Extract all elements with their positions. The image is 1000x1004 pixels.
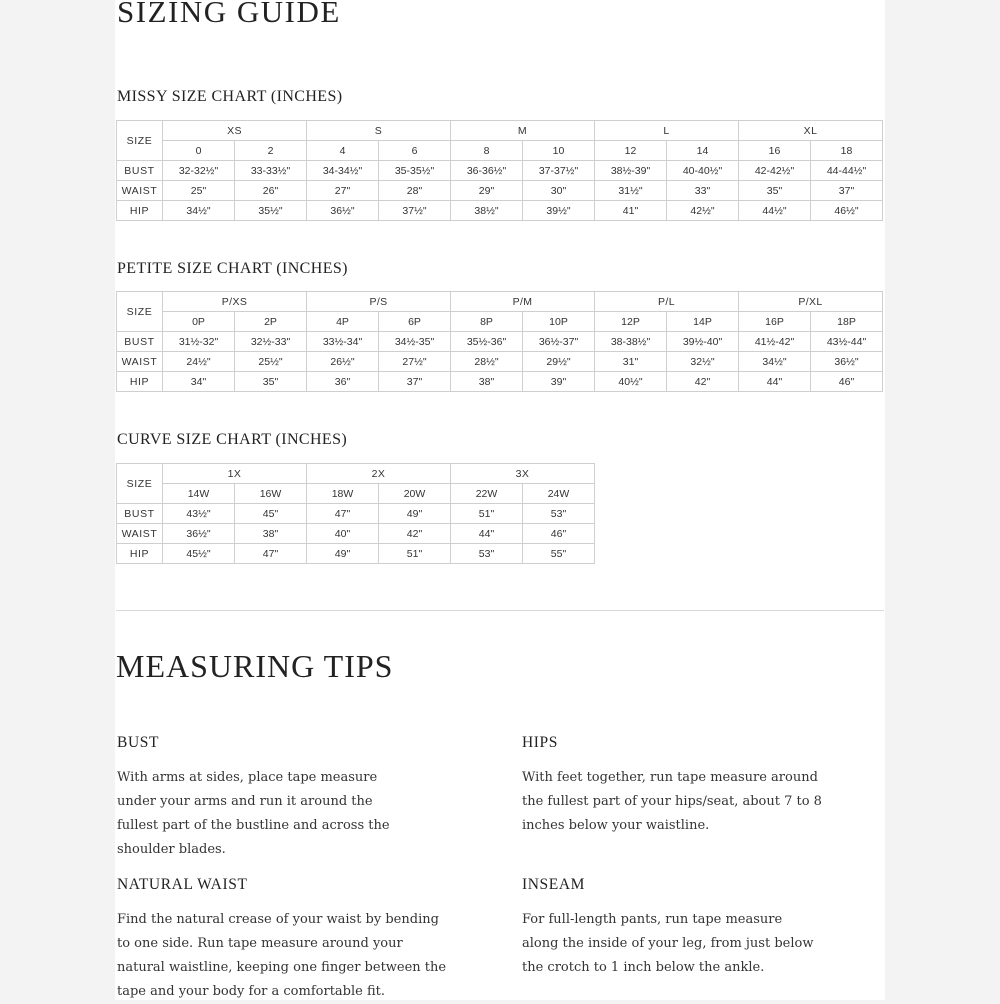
- measurement-value-cell: 44½": [739, 201, 811, 221]
- measurement-value-cell: 37": [379, 372, 451, 392]
- measurement-value-cell: 36": [307, 372, 379, 392]
- measurement-value-cell: 49": [379, 504, 451, 524]
- measurement-value-cell: 28½": [451, 352, 523, 372]
- size-number-cell: 6: [379, 141, 451, 161]
- measurement-value-cell: 38½-39": [595, 161, 667, 181]
- missy-chart-title: MISSY SIZE CHART (INCHES): [117, 88, 343, 105]
- sizing-guide-page: [115, 0, 885, 1000]
- measurement-value-cell: 46": [523, 524, 595, 544]
- tip-text: For full-length pants, run tape measure along the inside of your leg, from just below the crotch to 1 inch below the ankle.: [522, 912, 814, 975]
- size-number-cell: 10: [523, 141, 595, 161]
- size-number-cell: 20W: [379, 484, 451, 504]
- measurement-label-cell: WAIST: [117, 352, 163, 372]
- measurement-value-cell: 31": [595, 352, 667, 372]
- measurement-row-waist: [117, 524, 595, 544]
- size-group-cell: P/XS: [163, 292, 307, 312]
- measurement-value-cell: 36-36½": [451, 161, 523, 181]
- measurement-value-cell: 39½-40": [667, 332, 739, 352]
- size-group-row: [117, 292, 883, 312]
- measurement-value-cell: 40": [307, 524, 379, 544]
- measurement-value-cell: 36½": [307, 201, 379, 221]
- size-number-cell: 2: [235, 141, 307, 161]
- measurement-value-cell: 45½": [163, 544, 235, 564]
- size-number-cell: 12P: [595, 312, 667, 332]
- tip-bust: [117, 734, 457, 862]
- size-number-row: [117, 141, 883, 161]
- size-group-cell: XS: [163, 121, 307, 141]
- measurement-value-cell: 49": [307, 544, 379, 564]
- measurement-value-cell: 55": [523, 544, 595, 564]
- measurement-value-cell: 34½-35": [379, 332, 451, 352]
- measurement-value-cell: 42½": [667, 201, 739, 221]
- measurement-value-cell: 34½": [163, 201, 235, 221]
- measurement-row-hip: [117, 201, 883, 221]
- size-group-cell: P/L: [595, 292, 739, 312]
- measurement-value-cell: 29½": [523, 352, 595, 372]
- size-number-cell: 18P: [811, 312, 883, 332]
- size-group-cell: P/XL: [739, 292, 883, 312]
- measurement-value-cell: 44": [451, 524, 523, 544]
- measurement-row-bust: [117, 161, 883, 181]
- petite-chart-title: PETITE SIZE CHART (INCHES): [117, 260, 348, 277]
- measurement-value-cell: 26½": [307, 352, 379, 372]
- size-label-cell: SIZE: [117, 292, 163, 332]
- measurement-value-cell: 32-32½": [163, 161, 235, 181]
- size-number-cell: 14: [667, 141, 739, 161]
- size-group-cell: P/M: [451, 292, 595, 312]
- measurement-value-cell: 53": [451, 544, 523, 564]
- size-number-cell: 24W: [523, 484, 595, 504]
- measurement-value-cell: 42": [667, 372, 739, 392]
- measurement-value-cell: 35-35½": [379, 161, 451, 181]
- measurement-value-cell: 28": [379, 181, 451, 201]
- size-number-cell: 14W: [163, 484, 235, 504]
- size-label-cell: SIZE: [117, 121, 163, 161]
- size-number-cell: 14P: [667, 312, 739, 332]
- measurement-value-cell: 31½": [595, 181, 667, 201]
- measurement-value-cell: 37½": [379, 201, 451, 221]
- tip-natural-waist: [117, 876, 457, 1004]
- missy-size-table: [116, 120, 883, 221]
- measurement-value-cell: 34-34½": [307, 161, 379, 181]
- measurement-label-cell: HIP: [117, 201, 163, 221]
- measurement-value-cell: 36½-37": [523, 332, 595, 352]
- tip-heading: HIPS: [522, 734, 558, 751]
- measurement-value-cell: 35½": [235, 201, 307, 221]
- page-title: SIZING GUIDE: [117, 0, 341, 29]
- size-group-row: [117, 121, 883, 141]
- size-group-cell: 1X: [163, 464, 307, 484]
- measurement-value-cell: 42": [379, 524, 451, 544]
- measurement-row-waist: [117, 181, 883, 201]
- size-number-cell: 12: [595, 141, 667, 161]
- size-label-cell: SIZE: [117, 464, 163, 504]
- size-group-cell: 2X: [307, 464, 451, 484]
- measurement-label-cell: BUST: [117, 161, 163, 181]
- size-number-row: [117, 312, 883, 332]
- size-number-cell: 16P: [739, 312, 811, 332]
- measurement-value-cell: 37": [811, 181, 883, 201]
- measurement-value-cell: 46½": [811, 201, 883, 221]
- measurement-value-cell: 36½": [811, 352, 883, 372]
- measurement-value-cell: 34": [163, 372, 235, 392]
- measurement-value-cell: 42-42½": [739, 161, 811, 181]
- measurement-value-cell: 39": [523, 372, 595, 392]
- measurement-value-cell: 32½": [667, 352, 739, 372]
- size-number-cell: 2P: [235, 312, 307, 332]
- size-number-cell: 18W: [307, 484, 379, 504]
- measurement-label-cell: HIP: [117, 544, 163, 564]
- size-number-cell: 8: [451, 141, 523, 161]
- measurement-value-cell: 36½": [163, 524, 235, 544]
- size-number-cell: 18: [811, 141, 883, 161]
- measurement-value-cell: 38½": [451, 201, 523, 221]
- measurement-value-cell: 35": [235, 372, 307, 392]
- measurement-value-cell: 37-37½": [523, 161, 595, 181]
- measurement-value-cell: 40½": [595, 372, 667, 392]
- size-number-cell: 22W: [451, 484, 523, 504]
- measurement-value-cell: 53": [523, 504, 595, 524]
- tip-text: With arms at sides, place tape measure under your arms and run it around the fullest part of the bustline and across the shoulder blades.: [117, 770, 390, 857]
- curve-size-table: [116, 463, 595, 564]
- size-group-cell: XL: [739, 121, 883, 141]
- size-number-cell: 8P: [451, 312, 523, 332]
- measurement-value-cell: 25": [163, 181, 235, 201]
- measurement-row-bust: [117, 332, 883, 352]
- measurement-value-cell: 27": [307, 181, 379, 201]
- measurement-value-cell: 40-40½": [667, 161, 739, 181]
- measurement-value-cell: 39½": [523, 201, 595, 221]
- measurement-label-cell: WAIST: [117, 181, 163, 201]
- measurement-value-cell: 43½": [163, 504, 235, 524]
- tip-hips: [522, 734, 862, 838]
- petite-size-table: [116, 291, 883, 392]
- measurement-value-cell: 41": [595, 201, 667, 221]
- measurement-value-cell: 44-44½": [811, 161, 883, 181]
- measurement-value-cell: 38-38½": [595, 332, 667, 352]
- measurement-value-cell: 43½-44": [811, 332, 883, 352]
- measurement-label-cell: BUST: [117, 504, 163, 524]
- measurement-row-hip: [117, 544, 595, 564]
- tip-text: With feet together, run tape measure around the fullest part of your hips/seat, about 7 to 8 inches below your waistline.: [522, 770, 822, 833]
- measurement-value-cell: 29": [451, 181, 523, 201]
- measurement-value-cell: 25½": [235, 352, 307, 372]
- measurement-value-cell: 24½": [163, 352, 235, 372]
- measurement-value-cell: 47": [307, 504, 379, 524]
- measurement-value-cell: 35": [739, 181, 811, 201]
- section-divider: [116, 610, 884, 611]
- measurement-value-cell: 38": [235, 524, 307, 544]
- curve-chart-title: CURVE SIZE CHART (INCHES): [117, 431, 348, 448]
- measurement-value-cell: 44": [739, 372, 811, 392]
- measurement-value-cell: 51": [451, 504, 523, 524]
- tip-heading: INSEAM: [522, 876, 586, 893]
- measurement-row-hip: [117, 372, 883, 392]
- measurement-label-cell: BUST: [117, 332, 163, 352]
- size-group-cell: P/S: [307, 292, 451, 312]
- size-number-cell: 0P: [163, 312, 235, 332]
- size-number-cell: 6P: [379, 312, 451, 332]
- size-group-row: [117, 464, 595, 484]
- measurement-value-cell: 33½-34": [307, 332, 379, 352]
- measurement-value-cell: 35½-36": [451, 332, 523, 352]
- size-number-row: [117, 484, 595, 504]
- tip-heading: BUST: [117, 734, 160, 751]
- measurement-value-cell: 45": [235, 504, 307, 524]
- measurement-value-cell: 27½": [379, 352, 451, 372]
- measurement-label-cell: WAIST: [117, 524, 163, 544]
- measuring-tips-title: MEASURING TIPS: [116, 648, 394, 684]
- measurement-value-cell: 41½-42": [739, 332, 811, 352]
- measurement-row-waist: [117, 352, 883, 372]
- size-number-cell: 16: [739, 141, 811, 161]
- tip-inseam: [522, 876, 862, 980]
- size-number-cell: 10P: [523, 312, 595, 332]
- size-group-cell: L: [595, 121, 739, 141]
- measurement-value-cell: 33-33½": [235, 161, 307, 181]
- measurement-row-bust: [117, 504, 595, 524]
- measurement-value-cell: 32½-33": [235, 332, 307, 352]
- tip-text: Find the natural crease of your waist by bending to one side. Run tape measure around your natural waistline, keeping one finger between the tape and your body for a comfortable fit.: [117, 912, 447, 999]
- measurement-value-cell: 46": [811, 372, 883, 392]
- measurement-value-cell: 51": [379, 544, 451, 564]
- measurement-value-cell: 31½-32": [163, 332, 235, 352]
- size-number-cell: 4: [307, 141, 379, 161]
- measurement-value-cell: 38": [451, 372, 523, 392]
- measurement-label-cell: HIP: [117, 372, 163, 392]
- measurement-value-cell: 26": [235, 181, 307, 201]
- size-number-cell: 4P: [307, 312, 379, 332]
- size-group-cell: 3X: [451, 464, 595, 484]
- measurement-value-cell: 34½": [739, 352, 811, 372]
- size-number-cell: 16W: [235, 484, 307, 504]
- tip-heading: NATURAL WAIST: [117, 876, 248, 893]
- measurement-value-cell: 33": [667, 181, 739, 201]
- size-group-cell: S: [307, 121, 451, 141]
- measurement-value-cell: 47": [235, 544, 307, 564]
- size-number-cell: 0: [163, 141, 235, 161]
- measurement-value-cell: 30": [523, 181, 595, 201]
- size-group-cell: M: [451, 121, 595, 141]
